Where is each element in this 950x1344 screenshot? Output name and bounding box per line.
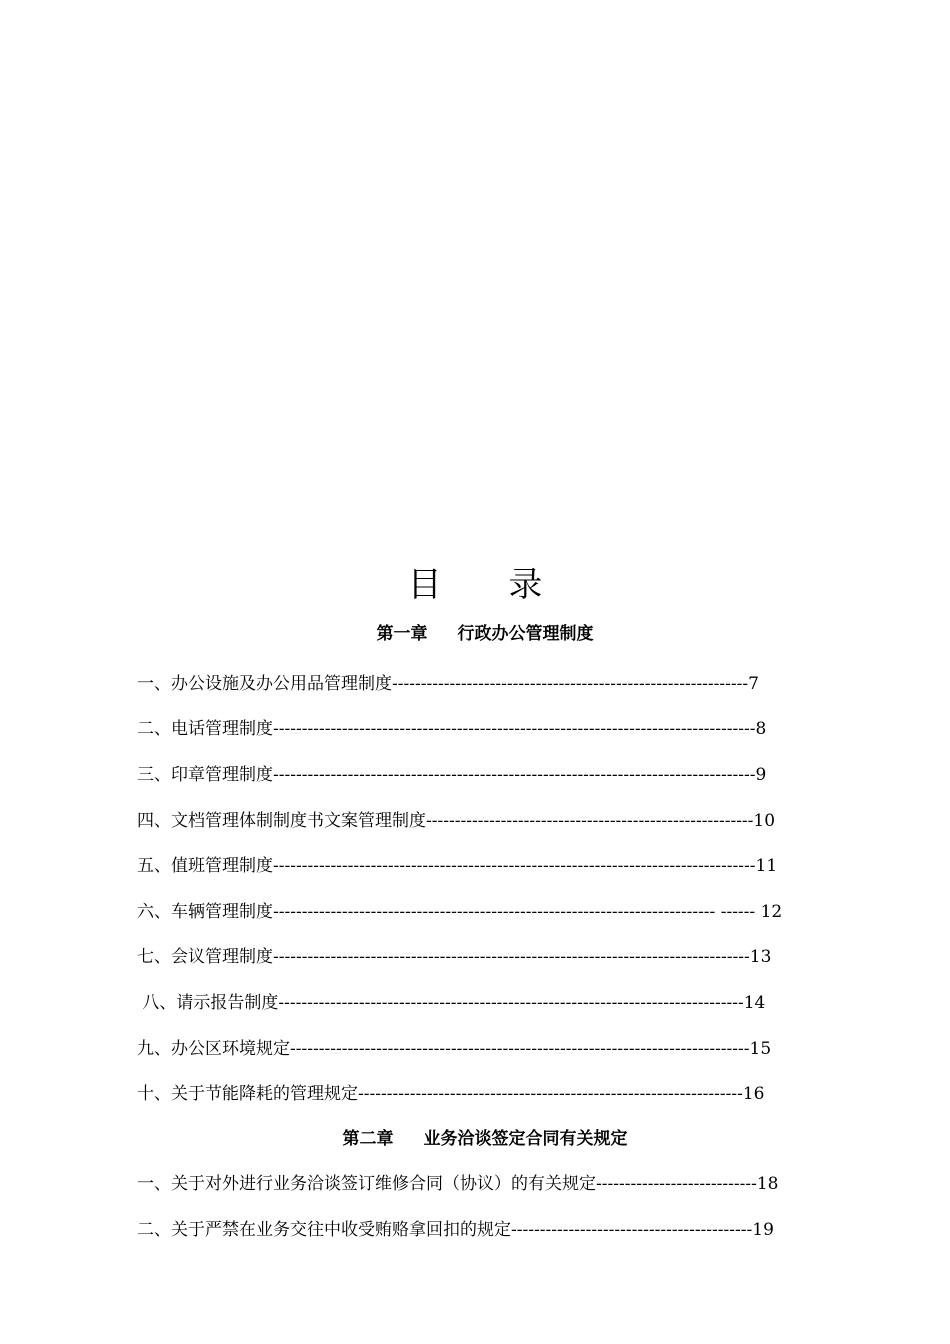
toc-leader: ----------------------------------------------------------------------------------- [273,947,750,967]
toc-page-number: 9 [755,765,767,785]
toc-entry[interactable] [137,854,777,878]
toc-leader: ----------------------------------------------------------------------------- ------ [273,902,761,922]
toc-leader: ---------------------------- [596,1174,757,1194]
toc-entry[interactable] [137,945,771,969]
toc-page-number: 19 [752,1220,774,1240]
toc-entry[interactable] [137,991,765,1015]
toc-entry[interactable] [137,1172,778,1196]
chapter-title: 行政办公管理制度 [457,624,594,644]
toc-leader: ------------------------------------------------------------------- [358,1084,743,1104]
toc-entry[interactable] [137,809,775,833]
toc-entry-text: 九、办公区环境规定 [137,1039,290,1059]
toc-page-number: 7 [748,674,759,694]
chapter-heading [0,1127,950,1151]
toc-entry-text: 三、印章管理制度 [137,765,273,785]
toc-leader: ------------------------------------------------------------------------------------ [273,719,756,739]
chapter-title: 业务洽谈签定合同有关规定 [423,1129,628,1149]
toc-page-number: 16 [742,1084,765,1104]
toc-entry[interactable] [137,900,782,924]
toc-entry[interactable] [137,672,759,696]
chapter-label: 第一章 [376,624,428,644]
chapter-label: 第二章 [342,1129,394,1149]
toc-page-number: 11 [755,856,778,876]
toc-leader: ------------------------------------------ [511,1220,753,1240]
toc-entry-text: 六、车辆管理制度 [137,902,273,922]
toc-entry-text: 二、电话管理制度 [137,719,273,739]
toc-leader: ------------------------------------------------------------------------------------ [273,856,756,876]
toc-entry-text: 十、关于节能降耗的管理规定 [137,1084,358,1104]
toc-entry-text: 一、关于对外进行业务洽谈签订维修合同（协议）的有关规定 [137,1174,596,1194]
toc-leader: ------------------------------------------------------------------------------------ [273,765,756,785]
toc-title-char: 目 [407,565,442,605]
toc-entry-text: 八、请示报告制度 [137,993,279,1013]
toc-entry[interactable] [137,1082,765,1106]
toc-page-number: 18 [756,1174,779,1194]
toc-title-char: 录 [508,565,543,605]
toc-entry[interactable] [137,1037,771,1061]
toc-entry-text: 四、文档管理体制制度书文案管理制度 [137,811,426,831]
toc-title [0,560,950,610]
toc-entry[interactable] [137,763,766,787]
toc-entry-text: 二、关于严禁在业务交往中收受贿赂拿回扣的规定 [137,1220,511,1240]
toc-page-number: 10 [753,811,776,831]
toc-entry-text: 七、会议管理制度 [137,947,273,967]
toc-page-number: 14 [743,993,766,1013]
toc-entry[interactable] [137,717,766,741]
toc-leader: -------------------------------------------------------------- [392,674,749,694]
toc-leader: -------------------------------------------------------------------------------- [290,1039,750,1059]
toc-page-number: 8 [755,719,767,739]
toc-page-number: 15 [749,1039,772,1059]
toc-page-number: 13 [749,947,772,967]
chapter-heading [0,622,950,646]
toc-entry-text: 五、值班管理制度 [137,856,273,876]
toc-leader: --------------------------------------------------------- [426,811,754,831]
toc-entry-text: 一、办公设施及办公用品管理制度 [137,674,392,694]
toc-entry[interactable] [137,1218,774,1242]
toc-leader: --------------------------------------------------------------------------------- [278,993,744,1013]
toc-page-number: 12 [760,902,783,922]
